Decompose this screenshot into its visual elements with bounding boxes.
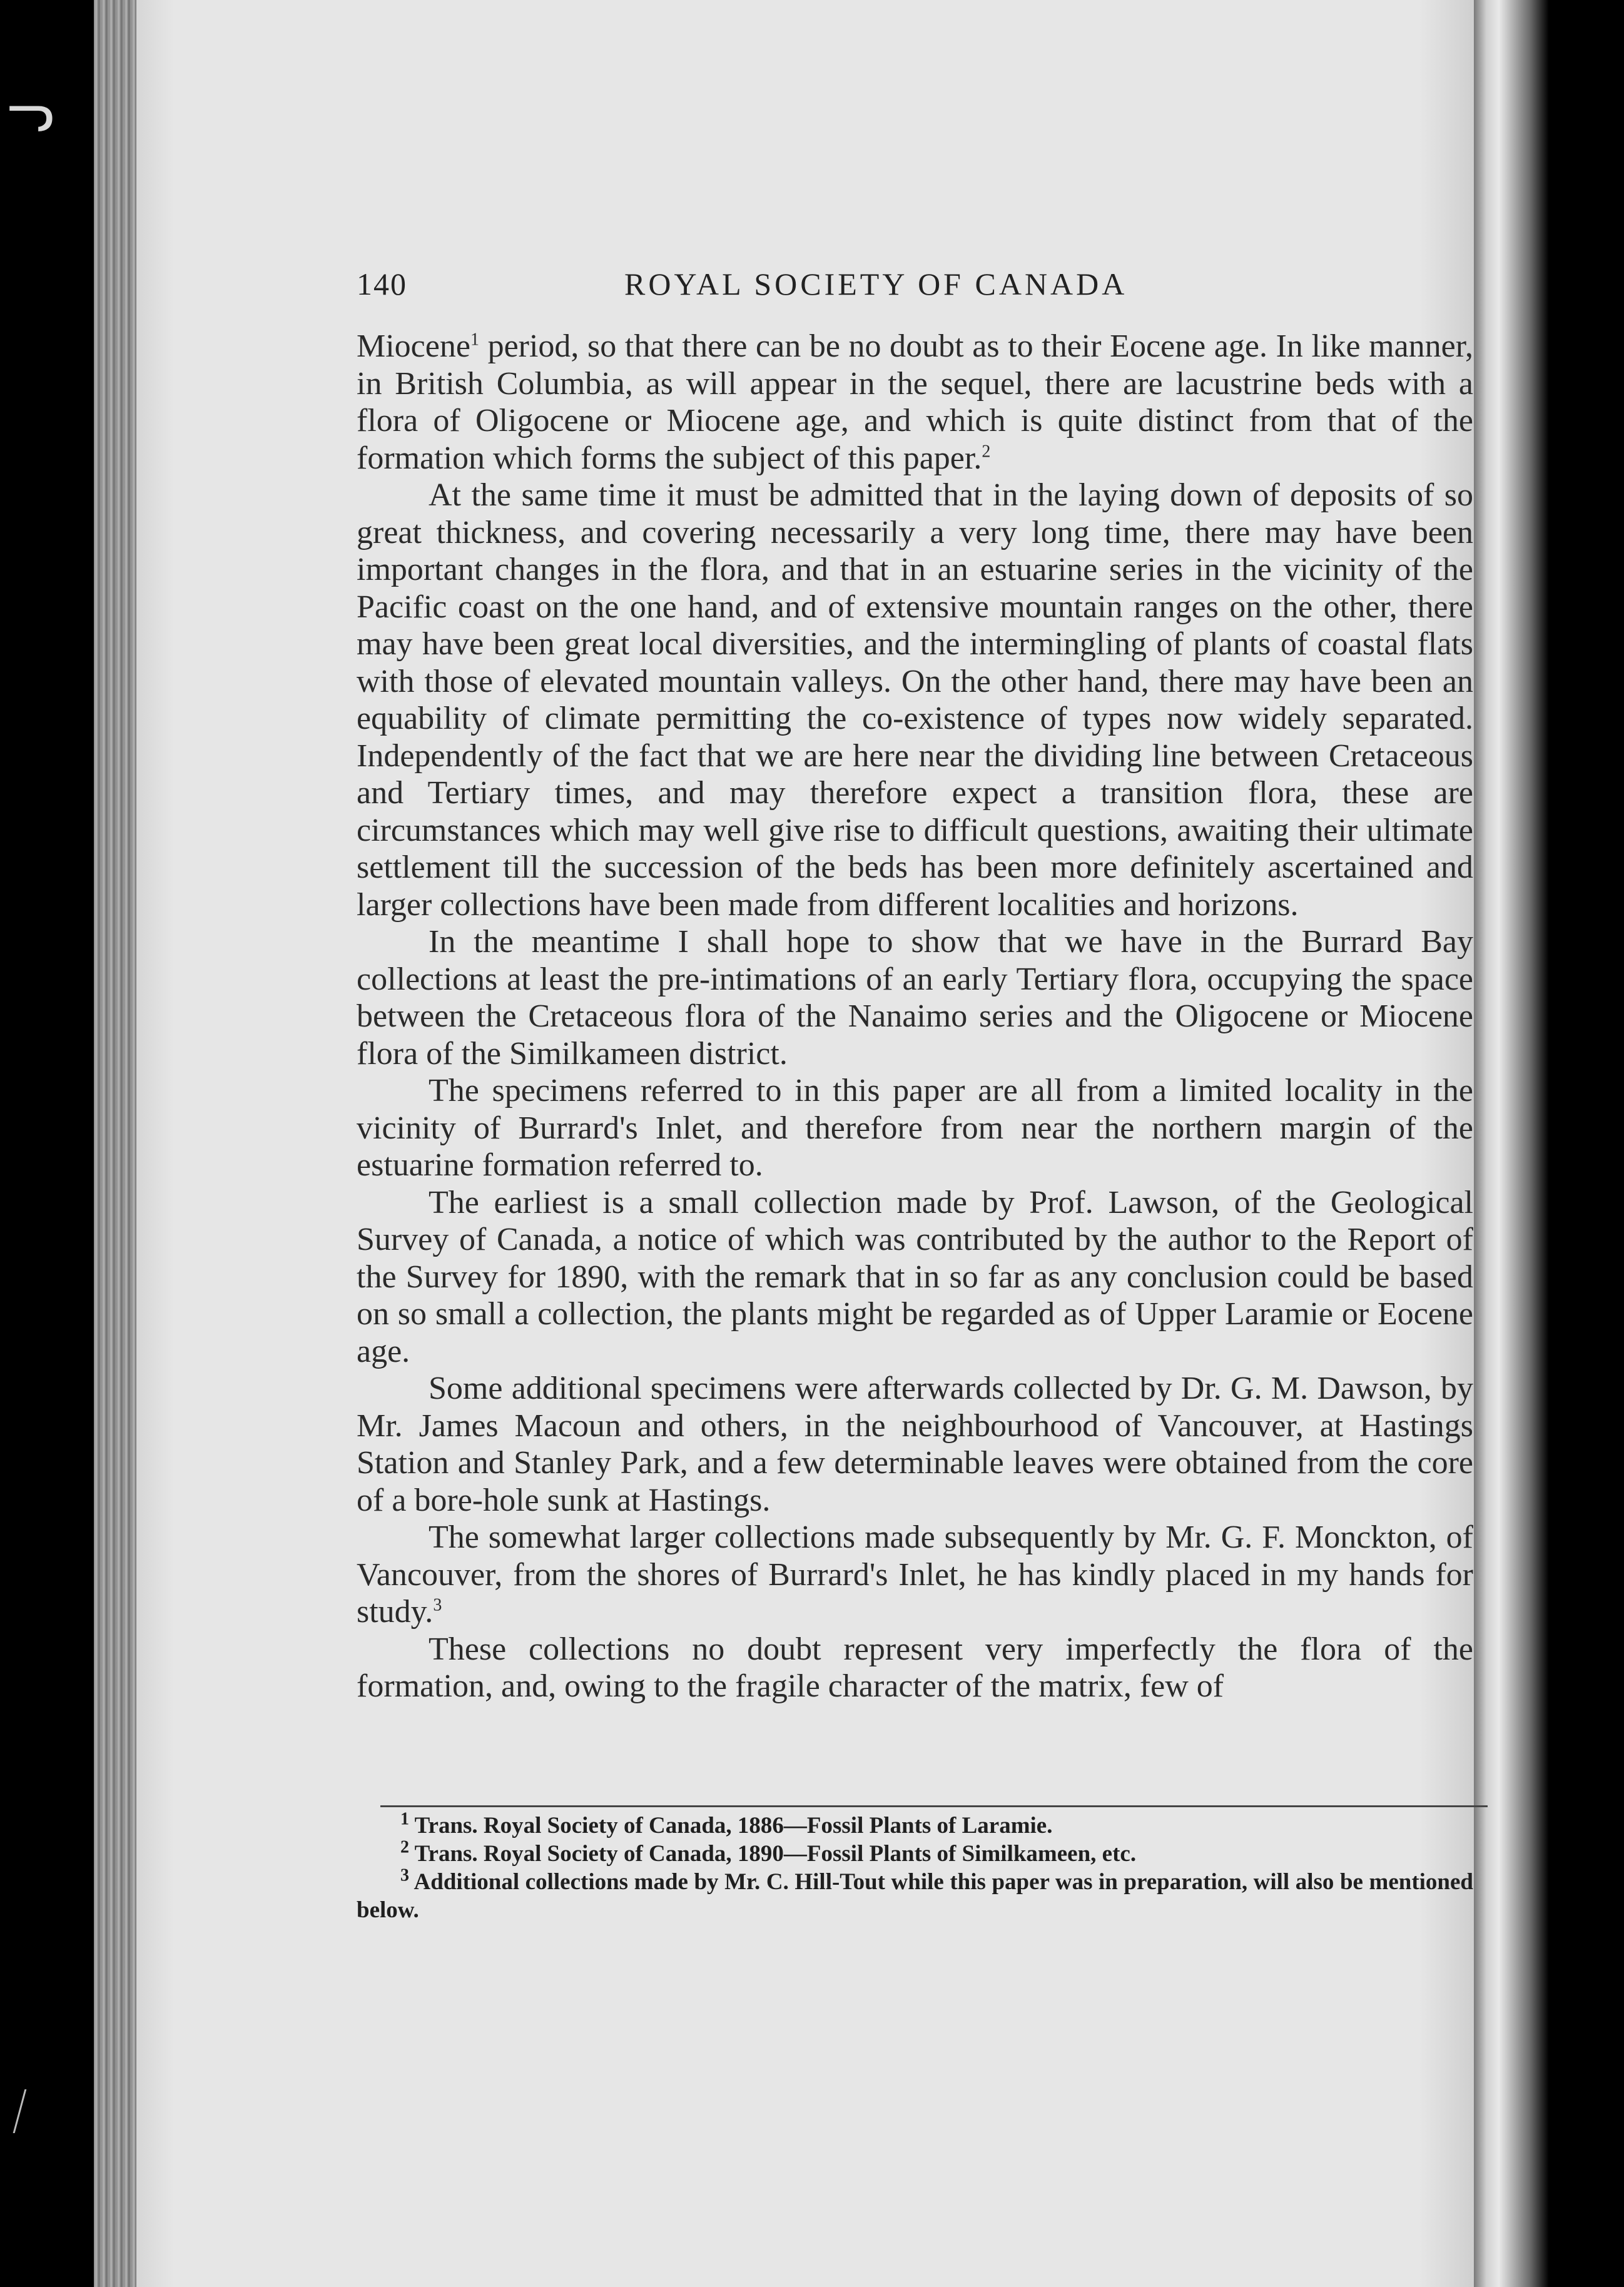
paragraph: In the meantime I shall hope to show that we have in the Burrard Bay collections at least the pre-intimations of an early Tertiary flora, occupying the space between the Cretaceous flora of the Nanaimo series and the Oligocene or Miocene flora of the Similkameen district. bbox=[357, 924, 1473, 1072]
footnote-mark: 3 bbox=[400, 1865, 409, 1885]
page-edges bbox=[94, 0, 138, 2287]
paragraph: The specimens referred to in this paper are all from a limited locality in the vicinity of Burrard's Inlet, and therefore from near the northern margin of the estuarine formation referred to. bbox=[357, 1073, 1473, 1183]
body-text bbox=[357, 328, 1473, 1705]
footnotes bbox=[357, 1809, 1474, 1924]
paragraph: At the same time it must be admitted that in the laying down of deposits of so great thickness, and covering necessarily a very long time, there may have been important changes in the flora, and that in an estuarine series in the vicinity of the Pacific coast on the one hand, and of extensive mountain ranges on the other, there may have been great local diversities, and the intermingling of plants of coastal flats with those of elevated mountain valleys. On the other hand, there may have been an equability of climate permitting the co-existence of types now widely separated. Independently of the fact that we are here near the dividing line between Cretaceous and Tertiary times, and may therefore expect a transition flora, these are circumstances which may well give rise to difficult questions, awaiting their ultimate settlement till the succession of the beds has been more definitely ascertained and larger collections have been made from different localities and horizons. bbox=[357, 477, 1473, 923]
footnote: $^2$ Trans. Royal Society of Canada, 1890—Fossil Plants of Similkameen, etc. bbox=[400, 1837, 1137, 1867]
footnote: $^1$ Trans. Royal Society of Canada, 1886—Fossil Plants of Laramie. bbox=[400, 1809, 1053, 1838]
page-number: 140 bbox=[357, 266, 407, 302]
footnote-ref: 2 bbox=[982, 442, 991, 462]
scan-left-border bbox=[0, 0, 94, 2287]
book-page bbox=[136, 0, 1474, 2287]
footnote-mark: 1 bbox=[400, 1809, 409, 1829]
book-gutter bbox=[1474, 0, 1624, 2287]
footnote: $^3$ Additional collections made by Mr. C. Hill-Tout while this paper was in preparation, will also be mentioned below. bbox=[357, 1865, 1474, 1923]
paragraph: Miocene$^1$ period, so that there can be no doubt as to their Eocene age. In like manner, in British Columbia, as will appear in the sequel, there are lacustrine beds with a flora of Oligocene or Miocene age, and which is quite distinct from that of the formation which forms the subject of this paper.$^2$ bbox=[357, 328, 1473, 476]
footnote-rule bbox=[380, 1805, 1488, 1807]
margin-mark: ᓓ bbox=[6, 79, 54, 145]
running-title: ROYAL SOCIETY OF CANADA bbox=[624, 266, 1128, 302]
page-header bbox=[136, 266, 1474, 310]
paragraph: The somewhat larger collections made subsequently by Mr. G. F. Monckton, of Vancouver, from the shores of Burrard's Inlet, he has kindly placed in my hands for study.$^3$ bbox=[357, 1519, 1473, 1630]
footnote-ref: 1 bbox=[470, 330, 479, 350]
footnote-ref: 3 bbox=[433, 1595, 442, 1615]
paragraph: Some additional specimens were afterwards collected by Dr. G. M. Dawson, by Mr. James Macoun and others, in the neighbourhood of Vancouver, at Hastings Station and Stanley Park, and a few determinable leaves were obtained from the core of a bore-hole sunk at Hastings. bbox=[357, 1371, 1473, 1518]
footnote-mark: 2 bbox=[400, 1837, 409, 1857]
paragraph: These collections no doubt represent very imperfectly the flora of the formation, and, owing to the fragile character of the matrix, few of bbox=[357, 1631, 1473, 1704]
paragraph: The earliest is a small collection made by Prof. Lawson, of the Geological Survey of Canada, a notice of which was contributed by the author to the Report of the Survey for 1890, with the remark that in so far as any conclusion could be based on so small a collection, the plants might be regarded as of Upper Laramie or Eocene age. bbox=[357, 1184, 1473, 1369]
